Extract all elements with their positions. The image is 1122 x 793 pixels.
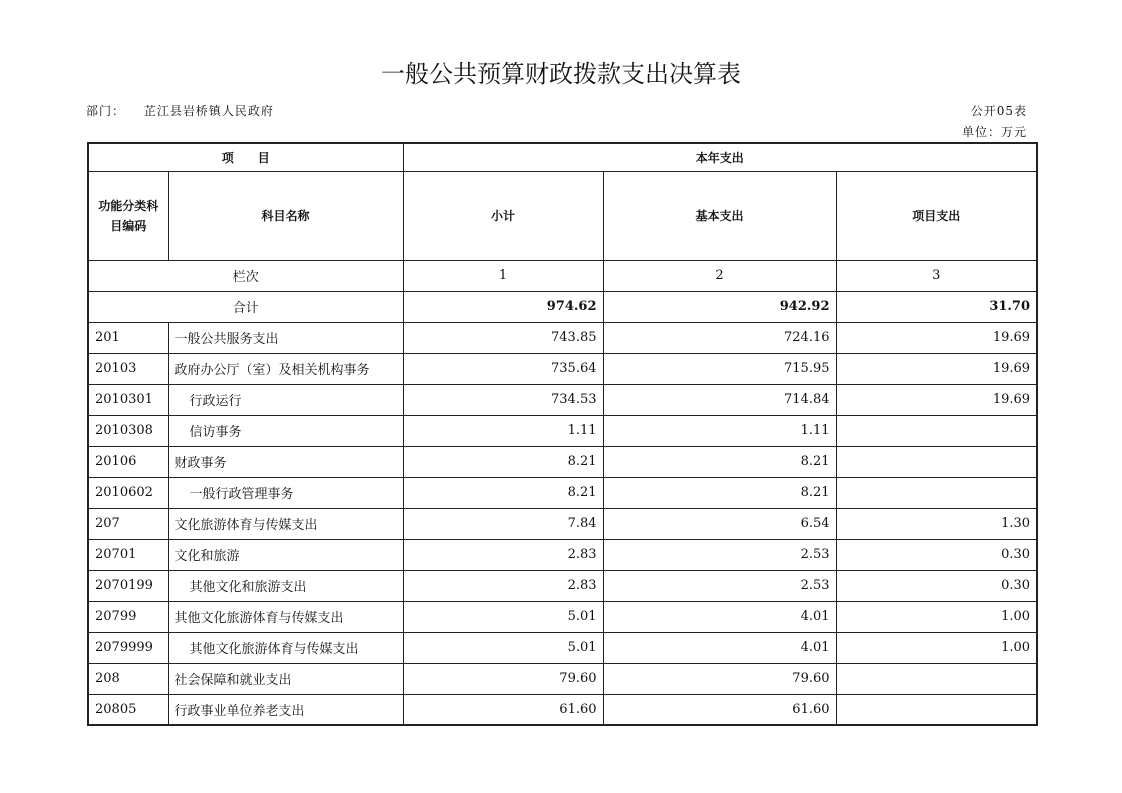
- row-project: 19.69: [836, 322, 1037, 353]
- header-basic: 基本支出: [603, 171, 836, 260]
- row-name: 政府办公厅（室）及相关机构事务: [168, 353, 403, 384]
- expense-table: [87, 142, 1038, 726]
- row-subtotal: 1.11: [403, 415, 603, 446]
- row-subtotal: 61.60: [403, 694, 603, 725]
- table-row: [88, 415, 1037, 446]
- header-year-expense: 本年支出: [403, 143, 1037, 171]
- row-subtotal: 79.60: [403, 663, 603, 694]
- row-subtotal: 5.01: [403, 601, 603, 632]
- row-project: 0.30: [836, 539, 1037, 570]
- table-row: [88, 477, 1037, 508]
- row-code: 2010308: [88, 415, 168, 446]
- column-2: 2: [603, 260, 836, 291]
- row-code: 20805: [88, 694, 168, 725]
- header-func-code: 功能分类科目编码: [88, 171, 168, 260]
- header-subject-name: 科目名称: [168, 171, 403, 260]
- row-project: 1.00: [836, 601, 1037, 632]
- row-basic: 4.01: [603, 632, 836, 663]
- row-project: 19.69: [836, 384, 1037, 415]
- row-code: 20106: [88, 446, 168, 477]
- row-code: 2010602: [88, 477, 168, 508]
- table-row: [88, 322, 1037, 353]
- row-code: 2010301: [88, 384, 168, 415]
- row-name: 社会保障和就业支出: [168, 663, 403, 694]
- row-subtotal: 8.21: [403, 477, 603, 508]
- table-row: [88, 384, 1037, 415]
- row-name: 文化旅游体育与传媒支出: [168, 508, 403, 539]
- row-project: [836, 446, 1037, 477]
- department-name: 芷江县岩桥镇人民政府: [143, 104, 274, 118]
- total-row: [88, 291, 1037, 322]
- row-code: 20701: [88, 539, 168, 570]
- row-subtotal: 743.85: [403, 322, 603, 353]
- row-code: 20799: [88, 601, 168, 632]
- row-name: 财政事务: [168, 446, 403, 477]
- page-title: 一般公共预算财政拨款支出决算表: [381, 60, 741, 88]
- row-name: 一般行政管理事务: [168, 477, 403, 508]
- row-code: 207: [88, 508, 168, 539]
- table-row: [88, 353, 1037, 384]
- unit-label: 单位：万元: [961, 125, 1027, 139]
- row-project: 0.30: [836, 570, 1037, 601]
- row-basic: 1.11: [603, 415, 836, 446]
- header-project: 项目支出: [836, 171, 1037, 260]
- row-project: 1.30: [836, 508, 1037, 539]
- row-basic: 8.21: [603, 477, 836, 508]
- row-basic: 4.01: [603, 601, 836, 632]
- row-code: 208: [88, 663, 168, 694]
- row-name: 一般公共服务支出: [168, 322, 403, 353]
- header-subtotal: 小计: [403, 171, 603, 260]
- row-subtotal: 2.83: [403, 570, 603, 601]
- row-subtotal: 8.21: [403, 446, 603, 477]
- row-subtotal: 5.01: [403, 632, 603, 663]
- table-row: [88, 446, 1037, 477]
- row-name: 其他文化旅游体育与传媒支出: [168, 601, 403, 632]
- row-name: 其他文化旅游体育与传媒支出: [168, 632, 403, 663]
- row-project: 19.69: [836, 353, 1037, 384]
- table-row: [88, 508, 1037, 539]
- row-basic: 8.21: [603, 446, 836, 477]
- header-row-top: [88, 143, 1037, 171]
- row-basic: 714.84: [603, 384, 836, 415]
- row-subtotal: 2.83: [403, 539, 603, 570]
- column-order-row: [88, 260, 1037, 291]
- row-basic: 2.53: [603, 570, 836, 601]
- table-row: [88, 663, 1037, 694]
- row-basic: 61.60: [603, 694, 836, 725]
- total-basic: 942.92: [603, 291, 836, 322]
- table-row: [88, 694, 1037, 725]
- table-row: [88, 601, 1037, 632]
- row-basic: 724.16: [603, 322, 836, 353]
- row-name: 行政事业单位养老支出: [168, 694, 403, 725]
- column-3: 3: [836, 260, 1037, 291]
- row-project: [836, 663, 1037, 694]
- form-number: 公开05表: [970, 104, 1027, 118]
- row-name: 文化和旅游: [168, 539, 403, 570]
- row-code: 201: [88, 322, 168, 353]
- total-subtotal: 974.62: [403, 291, 603, 322]
- department-line: [86, 102, 274, 119]
- row-project: [836, 694, 1037, 725]
- row-code: 2079999: [88, 632, 168, 663]
- row-name: 其他文化和旅游支出: [168, 570, 403, 601]
- table-row: [88, 539, 1037, 570]
- row-project: [836, 415, 1037, 446]
- row-subtotal: 734.53: [403, 384, 603, 415]
- department-label: 部门：: [86, 104, 126, 118]
- table-row: [88, 570, 1037, 601]
- column-1: 1: [403, 260, 603, 291]
- row-project: 1.00: [836, 632, 1037, 663]
- total-project: 31.70: [836, 291, 1037, 322]
- total-label: 合计: [88, 291, 403, 322]
- row-project: [836, 477, 1037, 508]
- header-row-mid: [88, 171, 1037, 260]
- column-order-label: 栏次: [88, 260, 403, 291]
- row-name: 信访事务: [168, 415, 403, 446]
- row-subtotal: 7.84: [403, 508, 603, 539]
- row-name: 行政运行: [168, 384, 403, 415]
- row-basic: 715.95: [603, 353, 836, 384]
- row-basic: 79.60: [603, 663, 836, 694]
- row-basic: 6.54: [603, 508, 836, 539]
- table-row: [88, 632, 1037, 663]
- row-subtotal: 735.64: [403, 353, 603, 384]
- row-code: 20103: [88, 353, 168, 384]
- header-item: 项 目: [88, 143, 403, 171]
- row-basic: 2.53: [603, 539, 836, 570]
- row-code: 2070199: [88, 570, 168, 601]
